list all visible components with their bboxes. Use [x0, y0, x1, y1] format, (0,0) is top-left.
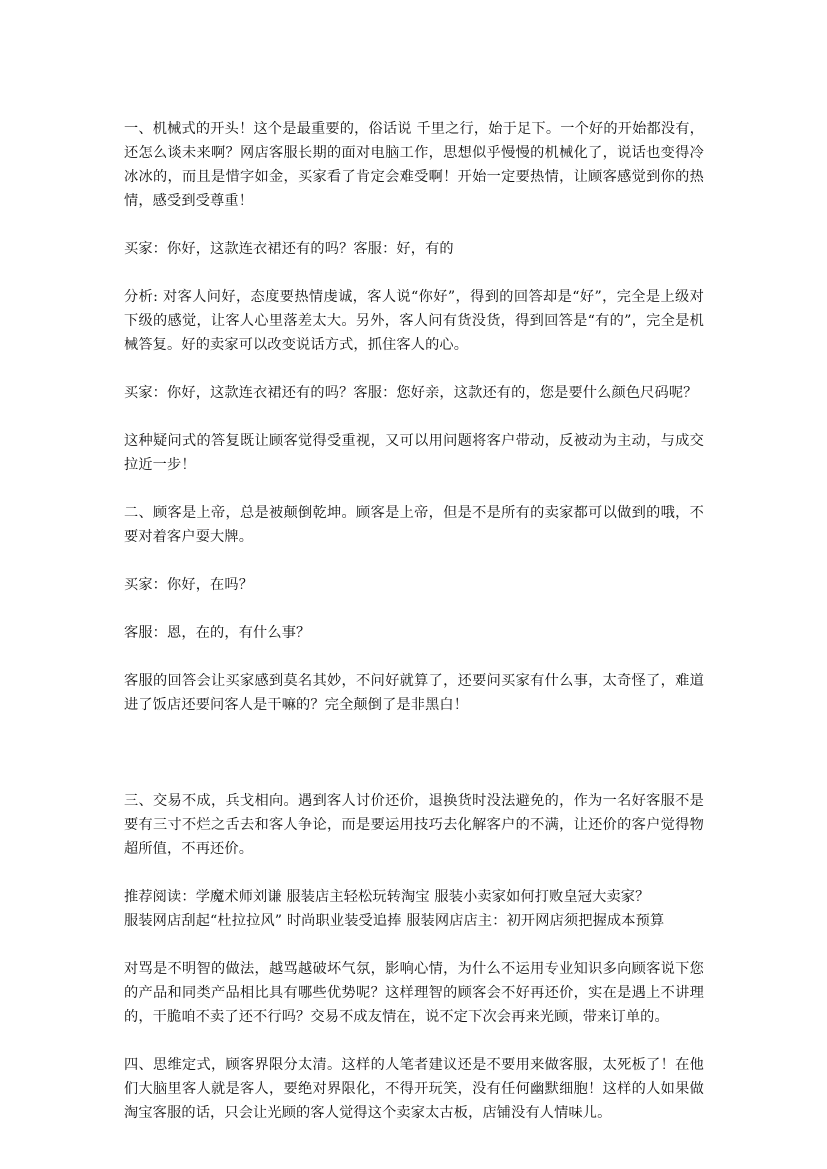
dialogue-example-2: 买家：你好，这款连衣裙还有的吗？客服：您好亲，这款还有的，您是要什么颜色尺码呢？	[124, 385, 698, 401]
paragraph-fixed-thinking: 四、思维定式，顾客界限分太清。这样的人笔者建议还是不要用来做客服，太死板了！在他们大脑里客人就是客人，要绝对界限化，不得开玩笑，没有任何幽默细胞！这样的人如果做淘宝客服的话，只会让光顾的客人觉得这个卖家太古板，店铺没有人情味儿。	[124, 1057, 704, 1121]
dialogue-example-1: 买家：你好，这款连衣裙还有的吗？客服：好，有的	[124, 241, 454, 257]
recommended-reading-line-1: 推荐阅读：学魔术师刘谦 服装店主轻松玩转淘宝 服装小卖家如何打败皇冠大卖家？	[124, 889, 650, 905]
dialogue-buyer-line: 买家：你好，在吗？	[124, 577, 254, 593]
service-reply-analysis: 客服的回答会让买家感到莫名其妙，不问好就算了，还要问买家有什么事，太奇怪了，难道进了饭店还要问客人是干嘛的？完全颠倒了是非黑白！	[124, 673, 704, 713]
recommended-reading-line-2: 服装网店刮起“杜拉拉风” 时尚职业装受追捧 服装网店店主：初开网店须把握成本预算	[124, 913, 665, 929]
paragraph-mechanical-opening: 一、机械式的开头！这个是最重要的，俗话说 千里之行，始于足下。一个好的开始都没有，还怎么谈未来啊？网店客服长期的面对电脑工作，思想似乎慢慢的机械化了，说话也变得冷冰冰的，而且是惜字如金，买家看了肯定会难受啊！开始一定要热情，让顾客感觉到你的热情，感受到受尊重！	[124, 121, 704, 209]
paragraph-customer-is-god: 二、顾客是上帝，总是被颠倒乾坤。顾客是上帝，但是不是所有的卖家都可以做到的哦，不要对着客户耍大牌。	[124, 505, 704, 545]
analysis-paragraph: 分析: 对客人问好，态度要热情虔诚，客人说“你好”，得到的回答却是“好”，完全是上级对下级的感觉，让客人心里落差太大。另外，客人问有货没货，得到回答是“有的”，完全是机械答复。好的卖家可以改变说话方式，抓住客人的心。	[124, 289, 704, 353]
blank-gap	[124, 741, 704, 789]
paragraph-dont-argue: 对骂是不明智的做法，越骂越破坏气氛，影响心情，为什么不运用专业知识多向顾客说下您的产品和同类产品相比具有哪些优势呢？这样理智的顾客会不好再还价，实在是遇上不讲理的，干脆咱不卖了还不行吗？交易不成友情在，说不定下次会再来光顾，带来订单的。	[124, 961, 704, 1025]
dialogue-service-line: 客服：恩，在的，有什么事？	[124, 625, 311, 641]
document-body	[124, 117, 704, 1149]
paragraph-failed-deal: 三、交易不成，兵戈相向。遇到客人讨价还价，退换货时没法避免的，作为一名好客服不是要有三寸不烂之舌去和客人争论，而是要运用技巧去化解客户的不满，让还价的客户觉得物超所值，不再还价。	[124, 793, 704, 857]
question-style-note: 这种疑问式的答复既让顾客觉得受重视，又可以用问题将客户带动，反被动为主动，与成交拉近一步！	[124, 433, 704, 473]
